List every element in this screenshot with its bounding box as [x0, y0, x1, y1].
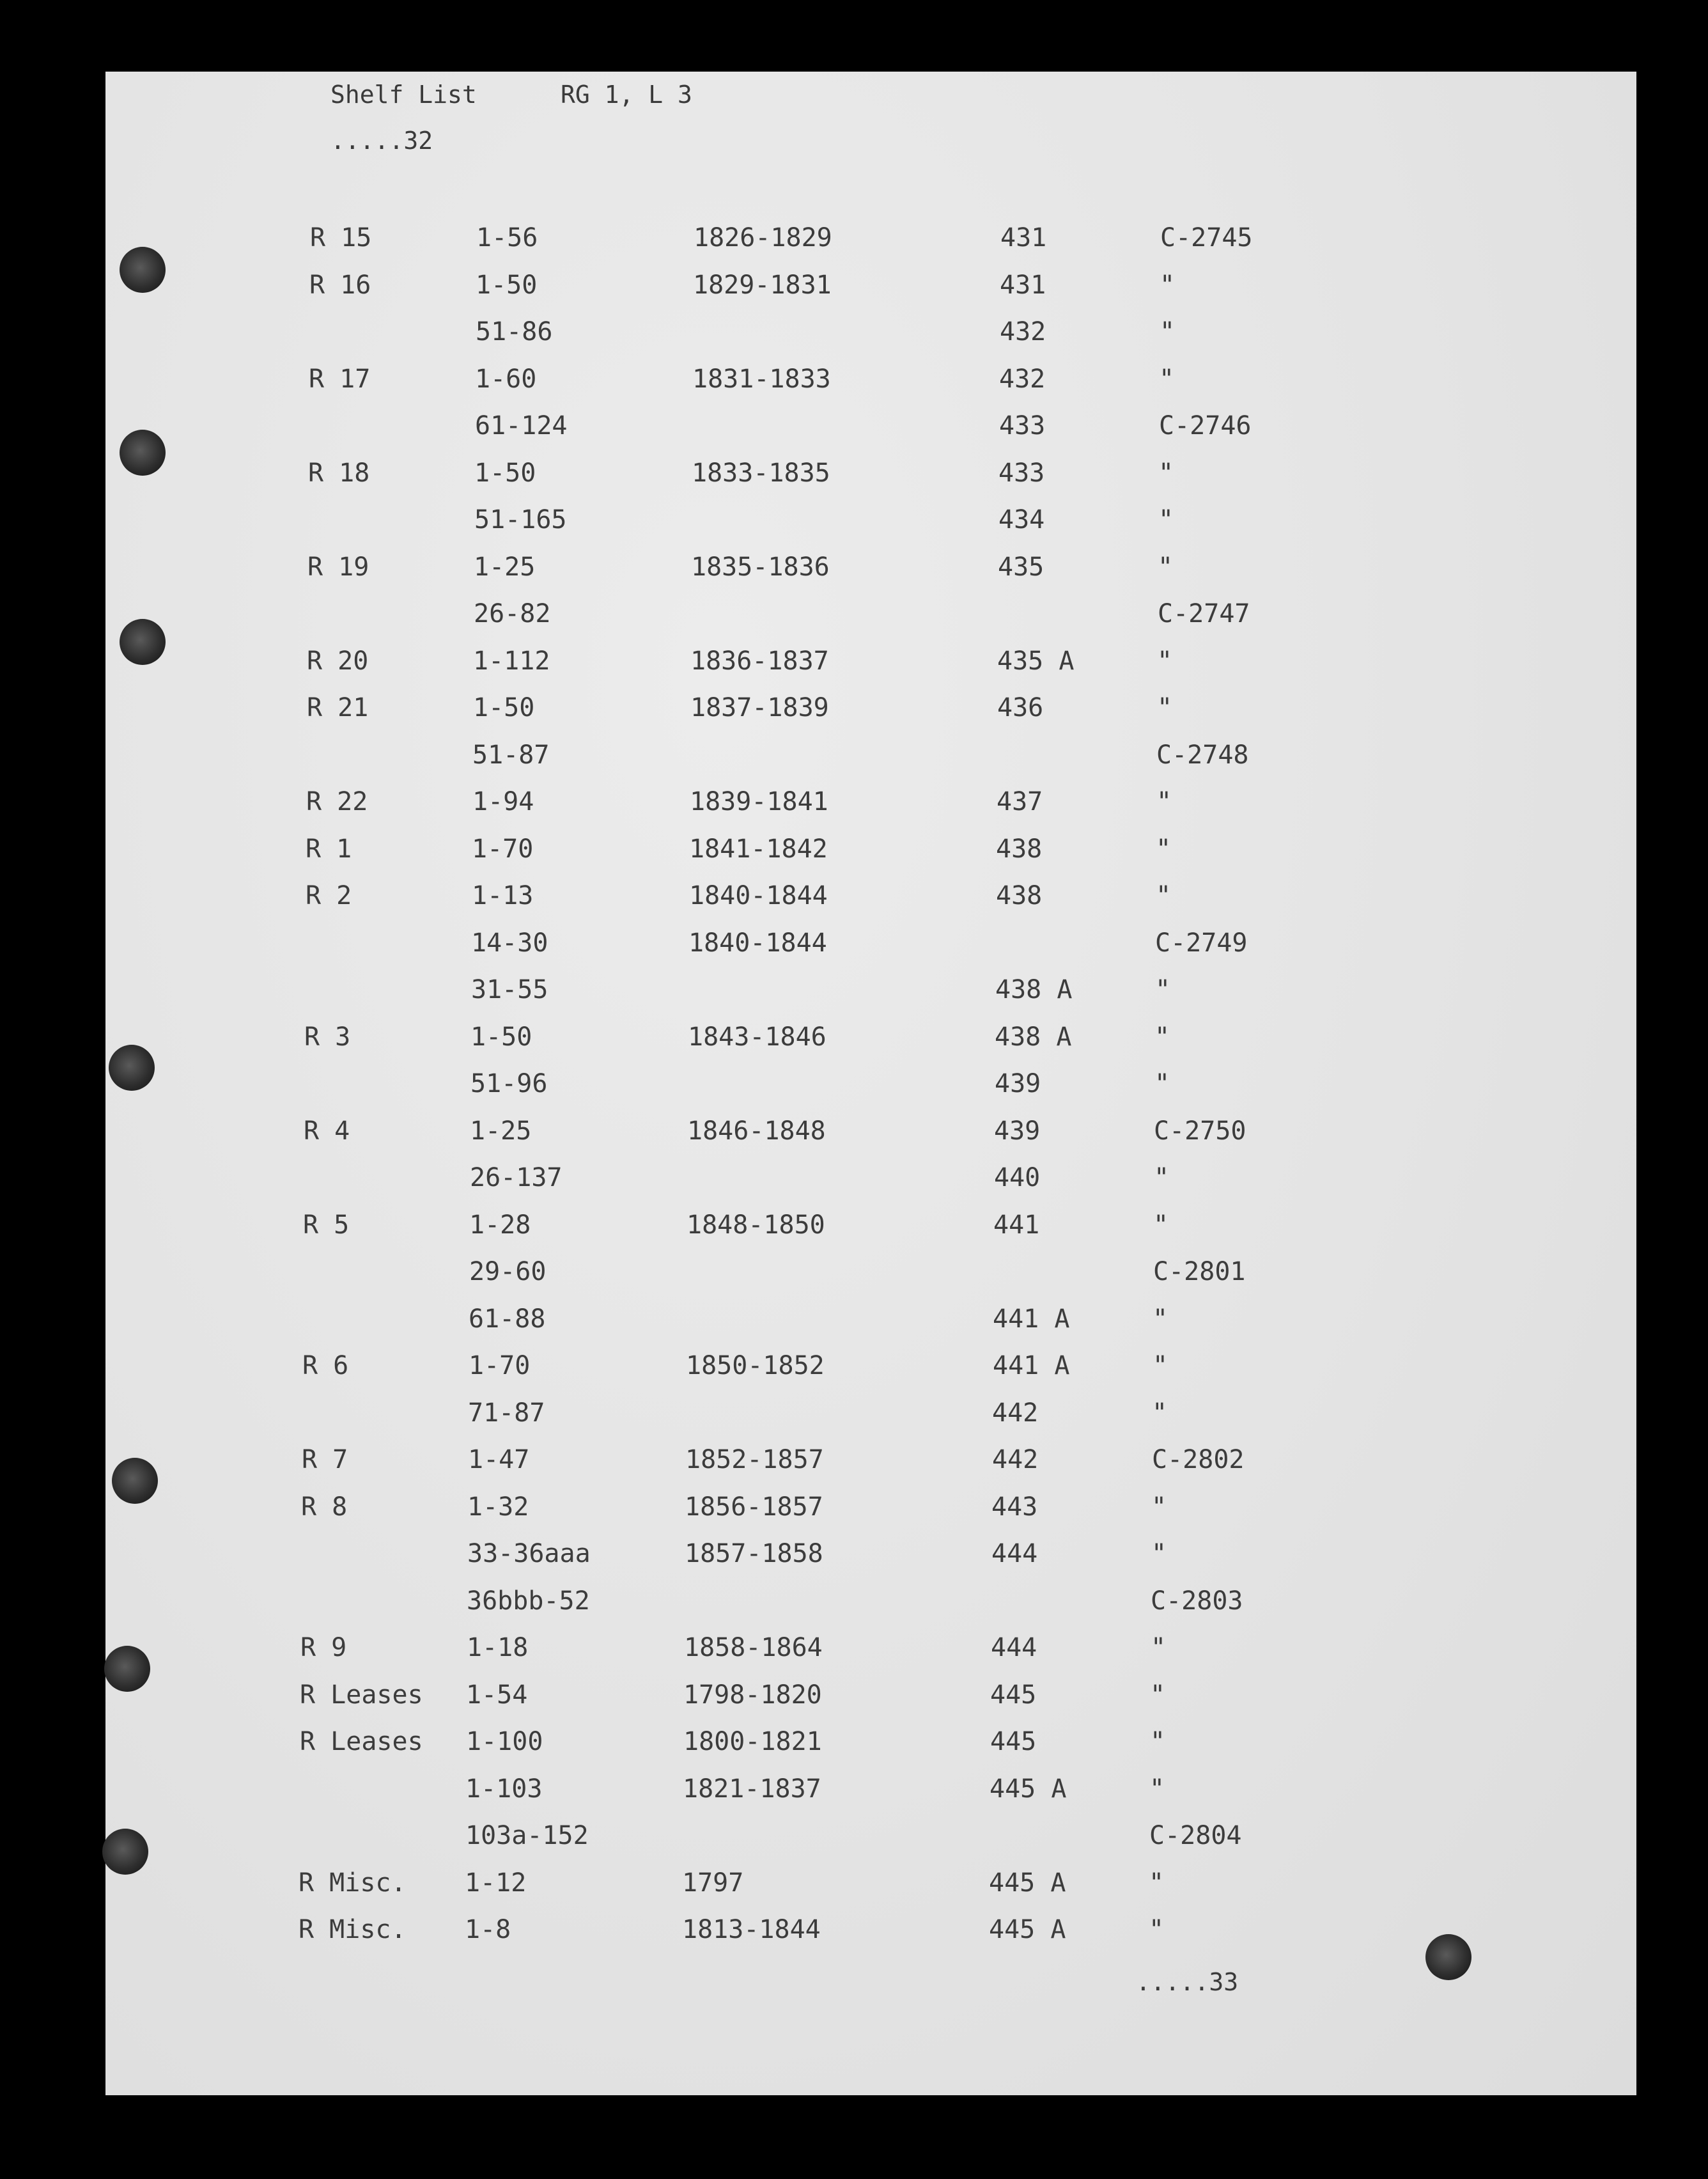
item-range: 26-137: [470, 1163, 563, 1192]
microfilm-reel: ": [1151, 1539, 1167, 1568]
record-id: R 6: [302, 1351, 349, 1380]
table-row: [97, 1535, 1627, 1573]
table-row: [103, 595, 1634, 633]
microfilm-reel: ": [1156, 834, 1172, 864]
record-id: R 2: [306, 881, 352, 910]
date-range: 1836-1837: [690, 646, 829, 676]
item-range: 1-70: [472, 834, 534, 864]
box-number: 441: [993, 1210, 1040, 1240]
box-number: 445 A: [989, 1868, 1066, 1898]
item-range: 61-124: [475, 411, 568, 441]
microfilm-reel: ": [1160, 270, 1176, 300]
microfilm-reel: ": [1151, 1492, 1167, 1522]
date-range: 1831-1833: [692, 364, 831, 394]
microfilm-reel: ": [1150, 1680, 1166, 1710]
box-number: 435 A: [997, 646, 1075, 676]
box-number: 445 A: [989, 1915, 1066, 1944]
item-range: 1-13: [472, 881, 534, 910]
item-range: 1-60: [475, 364, 537, 394]
record-group-reference: RG 1, L 3: [561, 81, 692, 109]
box-number: 439: [995, 1069, 1041, 1098]
microfilm-reel: C-2749: [1155, 928, 1248, 958]
document-title: Shelf List: [330, 81, 477, 109]
box-number: 438 A: [995, 1022, 1072, 1052]
box-number: 439: [994, 1116, 1041, 1146]
table-row: [97, 1441, 1628, 1479]
microfilm-reel: C-2748: [1156, 740, 1249, 770]
box-number: 444: [991, 1539, 1038, 1568]
table-row: [98, 1253, 1629, 1291]
microfilm-reel: ": [1149, 1774, 1165, 1804]
record-id: R 9: [300, 1633, 347, 1662]
box-number: 433: [999, 411, 1046, 441]
microfilm-reel: C-2747: [1158, 599, 1250, 629]
record-id: R Leases: [300, 1727, 423, 1756]
microfilm-reel: ": [1153, 1351, 1168, 1380]
item-range: 26-82: [474, 599, 551, 629]
date-range: 1833-1835: [692, 458, 830, 488]
microfilm-reel: C-2802: [1152, 1445, 1245, 1474]
date-range: 1858-1864: [684, 1633, 823, 1662]
microfilm-reel: ": [1154, 1022, 1170, 1052]
item-range: 1-50: [473, 693, 535, 722]
item-range: 1-70: [469, 1351, 531, 1380]
record-id: R 20: [307, 646, 369, 676]
date-range: 1840-1844: [689, 881, 828, 910]
record-id: R 4: [304, 1116, 350, 1146]
date-range: 1829-1831: [693, 270, 832, 300]
table-row: [95, 1816, 1626, 1855]
record-id: R 1: [306, 834, 352, 864]
record-id: R 22: [306, 787, 368, 816]
microfilm-reel: ": [1155, 975, 1171, 1004]
item-range: 1-25: [470, 1116, 532, 1146]
microfilm-reel: C-2746: [1159, 411, 1252, 441]
item-range: 1-8: [465, 1915, 511, 1944]
date-range: 1852-1857: [685, 1445, 824, 1474]
table-row: [104, 407, 1635, 445]
date-range: 1857-1858: [685, 1539, 823, 1568]
table-row: [98, 1300, 1629, 1338]
record-id: R 21: [307, 693, 369, 722]
table-row: [102, 783, 1633, 821]
record-id: R 17: [309, 364, 371, 394]
microfilm-reel: ": [1159, 364, 1175, 394]
box-number: 434: [998, 505, 1045, 535]
microfilm-reel: ": [1157, 693, 1173, 722]
table-row: [96, 1582, 1627, 1620]
date-range: 1846-1848: [687, 1116, 826, 1146]
box-number: 441 A: [993, 1304, 1070, 1334]
item-range: 33-36aaa: [467, 1539, 591, 1568]
box-number: 436: [997, 693, 1044, 722]
date-range: 1856-1857: [685, 1492, 823, 1522]
table-row: [95, 1676, 1626, 1714]
box-number: 438 A: [995, 975, 1073, 1004]
item-range: 31-55: [471, 975, 548, 1004]
box-number: 432: [999, 364, 1046, 394]
record-id: R 18: [308, 458, 370, 488]
date-range: 1837-1839: [690, 693, 829, 722]
table-row: [100, 924, 1631, 962]
table-row: [99, 1159, 1630, 1197]
date-range: 1840-1844: [688, 928, 827, 958]
date-range: 1826-1829: [694, 223, 832, 253]
box-number: 442: [992, 1445, 1039, 1474]
item-range: 1-32: [467, 1492, 529, 1522]
item-range: 1-54: [466, 1680, 528, 1710]
box-number: 437: [997, 787, 1043, 816]
box-number: 431: [1000, 270, 1046, 300]
record-id: R 3: [304, 1022, 351, 1052]
record-id: R 16: [309, 270, 371, 300]
item-range: 1-56: [476, 223, 538, 253]
microfilm-reel: ": [1156, 787, 1172, 816]
microfilm-reel: ": [1156, 881, 1172, 910]
box-number: 431: [1000, 223, 1047, 253]
date-range: 1843-1846: [688, 1022, 827, 1052]
record-id: R 8: [301, 1492, 348, 1522]
box-number: 444: [991, 1633, 1037, 1662]
item-range: 36bbb-52: [467, 1586, 590, 1616]
box-number: 435: [998, 552, 1044, 582]
box-number: 433: [998, 458, 1045, 488]
microfilm-reel: ": [1158, 505, 1174, 535]
table-row: [97, 1488, 1627, 1526]
next-page-marker: .....33: [1136, 1968, 1239, 1996]
record-id: R 5: [303, 1210, 350, 1240]
box-number: 438: [996, 881, 1043, 910]
table-row: [100, 971, 1631, 1009]
date-range: 1848-1850: [687, 1210, 825, 1240]
record-id: R Misc.: [299, 1868, 407, 1898]
item-range: 71-87: [468, 1398, 545, 1428]
record-id: R 7: [302, 1445, 348, 1474]
table-row: [104, 501, 1634, 539]
item-range: 51-96: [470, 1069, 548, 1098]
microfilm-reel: C-2804: [1149, 1821, 1242, 1850]
item-range: 1-28: [469, 1210, 531, 1240]
document-page: [105, 72, 1636, 2095]
table-row: [94, 1910, 1625, 1949]
table-row: [96, 1628, 1627, 1667]
microfilm-reel: ": [1149, 1868, 1165, 1898]
microfilm-reel: ": [1160, 317, 1176, 347]
table-row: [101, 830, 1632, 868]
table-row: [104, 360, 1635, 398]
date-range: 1800-1821: [683, 1727, 822, 1756]
item-range: 51-86: [476, 317, 553, 347]
table-row: [101, 877, 1632, 915]
item-range: 1-50: [474, 458, 536, 488]
table-row: [98, 1206, 1629, 1244]
item-range: 1-100: [466, 1727, 543, 1756]
date-range: 1841-1842: [689, 834, 828, 864]
box-number: 440: [994, 1163, 1041, 1192]
microfilm-reel: ": [1151, 1633, 1167, 1662]
item-range: 1-18: [467, 1633, 529, 1662]
box-number: 445: [990, 1727, 1037, 1756]
table-row: [105, 266, 1636, 304]
microfilm-reel: ": [1153, 1304, 1168, 1334]
microfilm-reel: ": [1154, 1069, 1170, 1098]
item-range: 1-103: [465, 1774, 543, 1804]
microfilm-reel: ": [1149, 1915, 1165, 1944]
microfilm-reel: C-2801: [1153, 1257, 1246, 1286]
table-row: [102, 689, 1633, 727]
item-range: 51-87: [472, 740, 550, 770]
table-row: [95, 1722, 1626, 1761]
table-row: [99, 1112, 1630, 1150]
item-range: 1-50: [470, 1022, 532, 1052]
box-number: 432: [1000, 317, 1046, 347]
microfilm-reel: C-2745: [1160, 223, 1253, 253]
table-row: [100, 1065, 1631, 1103]
item-range: 61-88: [469, 1304, 546, 1334]
box-number: 445 A: [990, 1774, 1067, 1804]
table-row: [98, 1347, 1629, 1385]
date-range: 1821-1837: [683, 1774, 821, 1804]
microfilm-reel: ": [1158, 552, 1174, 582]
record-id: R Leases: [300, 1680, 423, 1710]
microfilm-reel: ": [1150, 1727, 1166, 1756]
date-range: 1797: [682, 1868, 744, 1898]
item-range: 14-30: [471, 928, 548, 958]
box-number: 442: [992, 1398, 1039, 1428]
date-range: 1839-1841: [690, 787, 828, 816]
table-row: [95, 1770, 1626, 1808]
record-id: R 15: [310, 223, 372, 253]
table-row: [102, 736, 1633, 774]
table-row: [104, 454, 1634, 492]
microfilm-reel: ": [1152, 1398, 1168, 1428]
item-range: 1-25: [474, 552, 536, 582]
microfilm-reel: ": [1158, 458, 1174, 488]
item-range: 51-165: [474, 505, 567, 535]
microfilm-reel: ": [1157, 646, 1173, 676]
item-range: 1-94: [472, 787, 534, 816]
date-range: 1813-1844: [682, 1915, 821, 1944]
table-row: [105, 219, 1636, 257]
table-row: [105, 313, 1636, 351]
microfilm-reel: ": [1154, 1163, 1170, 1192]
item-range: 1-47: [468, 1445, 530, 1474]
date-range: 1850-1852: [686, 1351, 825, 1380]
table-row: [97, 1394, 1628, 1432]
box-number: 441 A: [993, 1351, 1070, 1380]
table-row: [94, 1864, 1625, 1902]
microfilm-reel: ": [1153, 1210, 1169, 1240]
item-range: 103a-152: [465, 1821, 589, 1850]
box-number: 443: [991, 1492, 1038, 1522]
item-range: 1-50: [476, 270, 538, 300]
item-range: 29-60: [469, 1257, 547, 1286]
table-row: [100, 1018, 1631, 1056]
table-row: [103, 548, 1634, 586]
microfilm-reel: C-2750: [1154, 1116, 1246, 1146]
page-marker: .....32: [330, 127, 433, 155]
record-id: R 19: [307, 552, 369, 582]
date-range: 1835-1836: [691, 552, 830, 582]
box-number: 438: [996, 834, 1043, 864]
microfilm-reel: C-2803: [1151, 1586, 1243, 1616]
item-range: 1-112: [473, 646, 550, 676]
record-id: R Misc.: [299, 1915, 407, 1944]
box-number: 445: [990, 1680, 1037, 1710]
item-range: 1-12: [465, 1868, 527, 1898]
table-row: [102, 642, 1633, 680]
date-range: 1798-1820: [683, 1680, 822, 1710]
